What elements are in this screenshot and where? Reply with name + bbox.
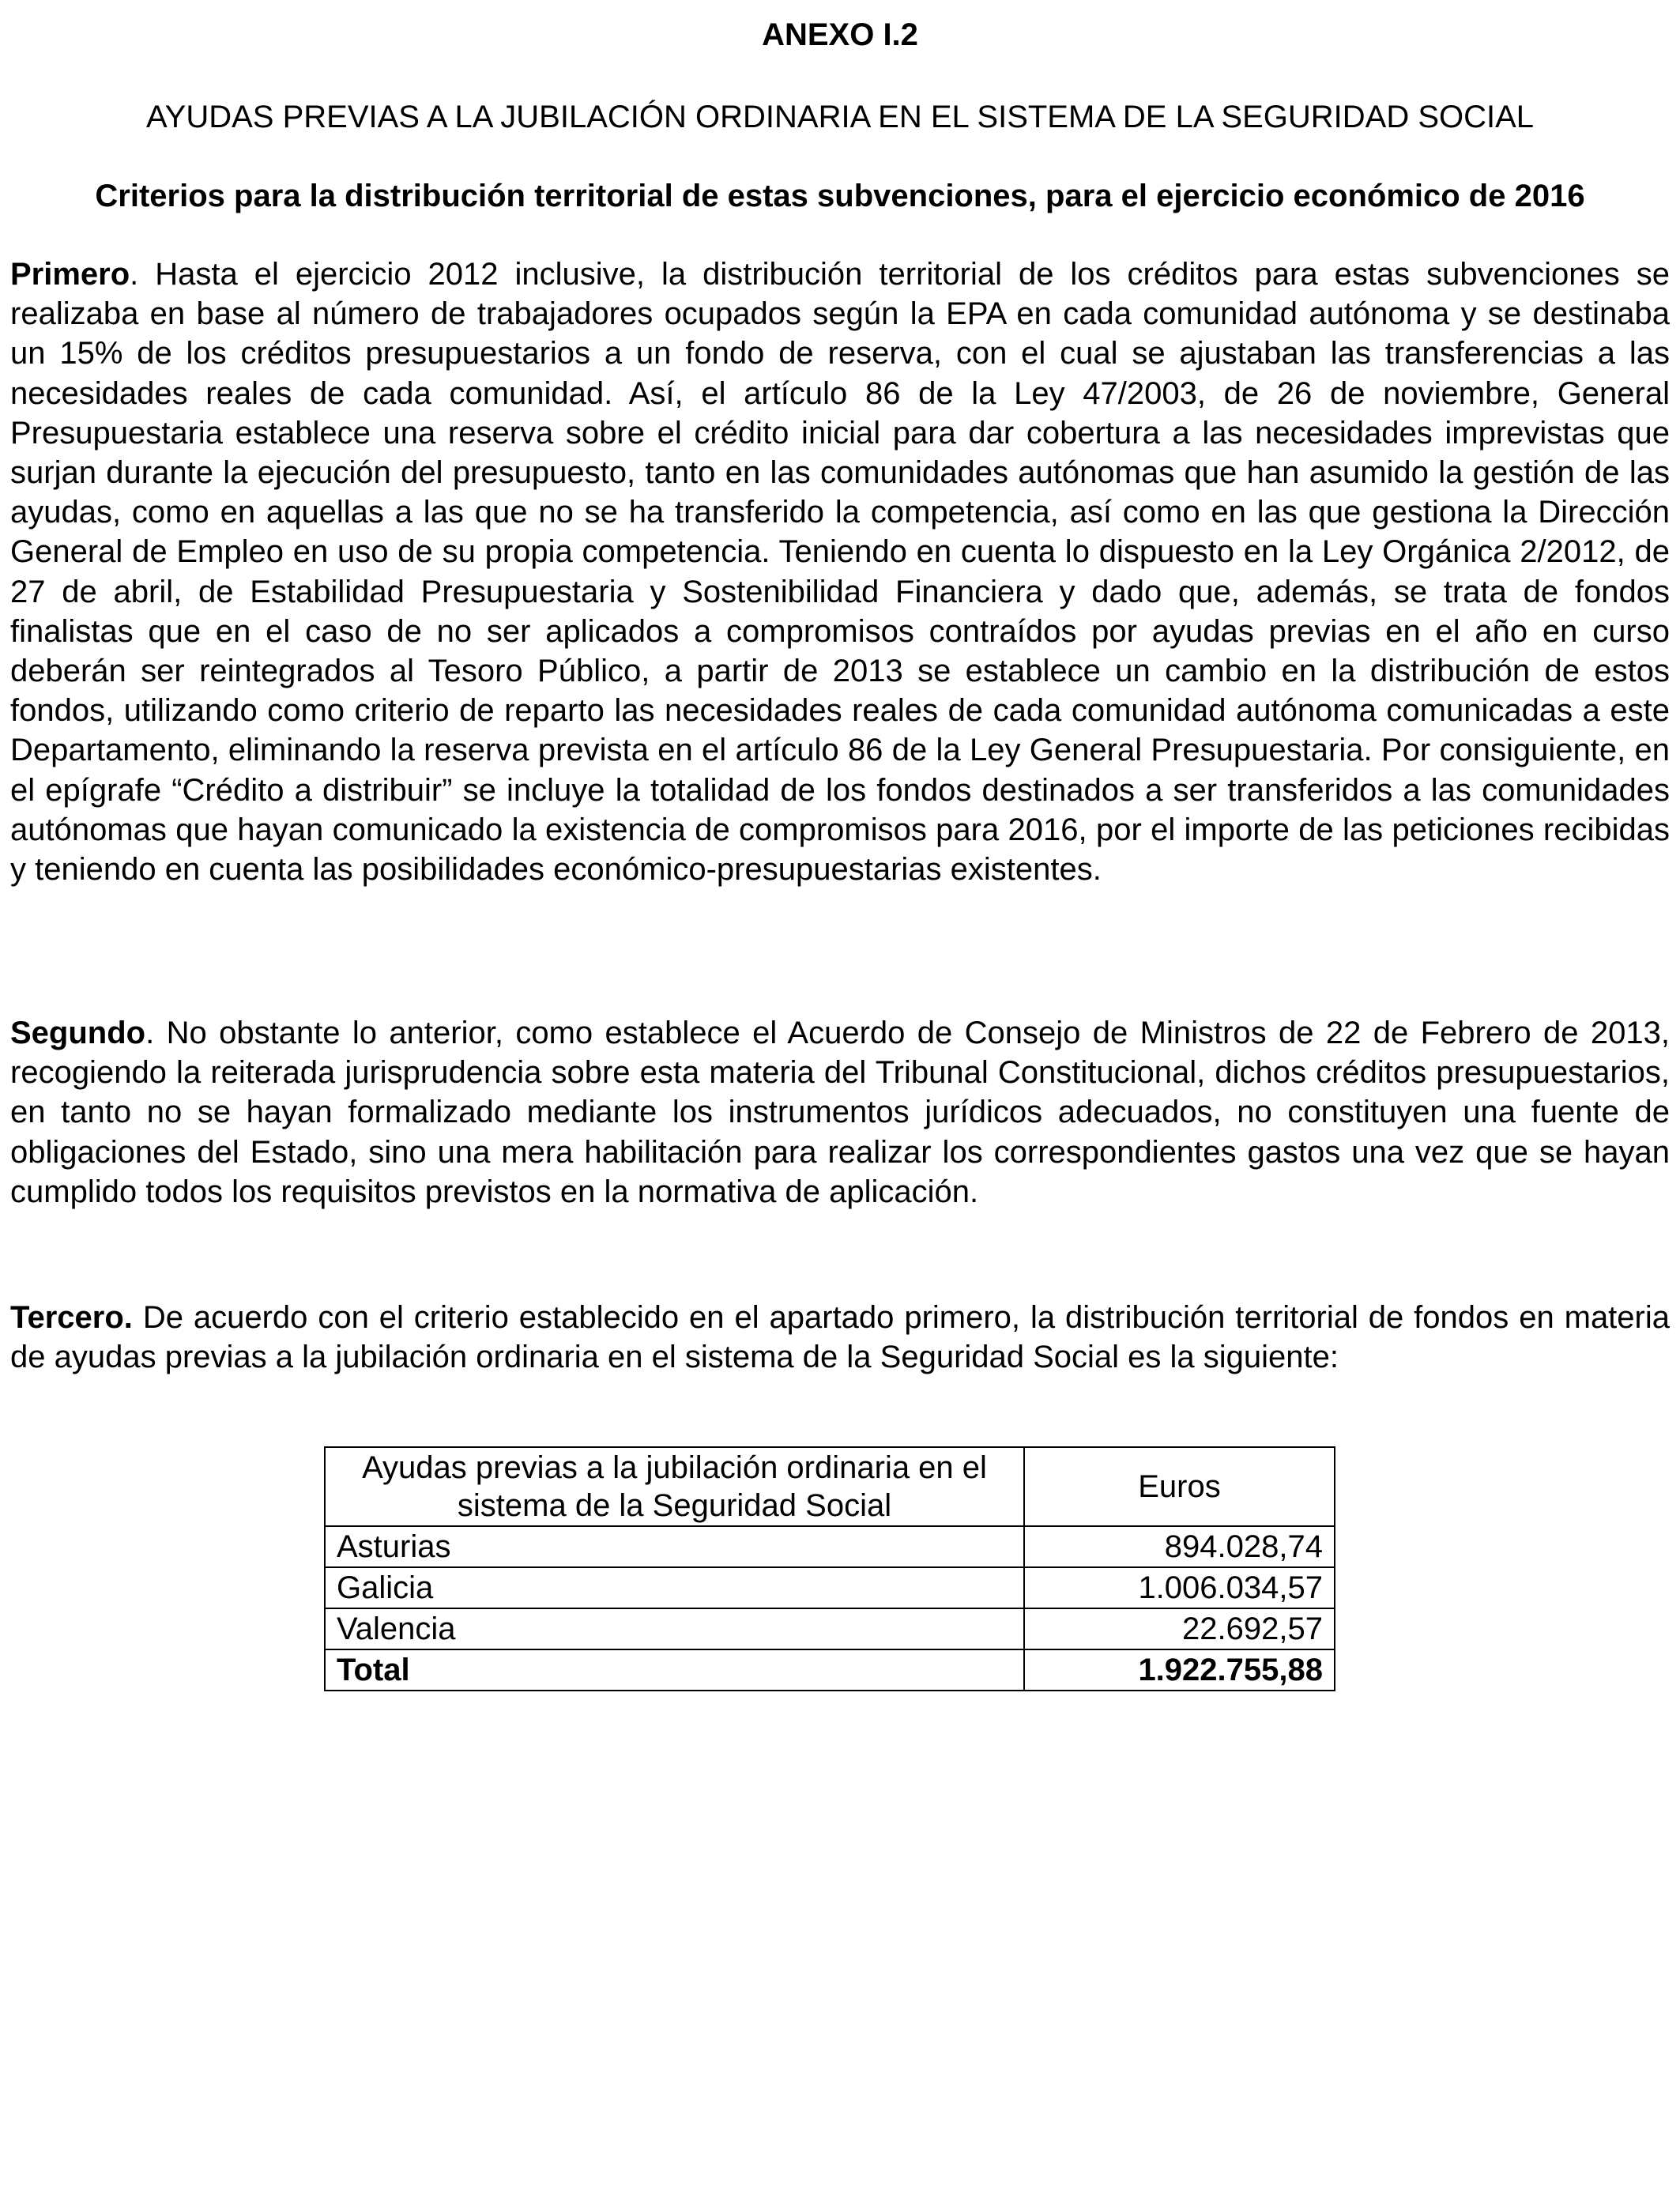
paragraph-segundo-label: Segundo — [10, 1016, 146, 1050]
paragraph-tercero-text: De acuerdo con el criterio establecido en el apartado primero, la distribución territorial de fondos en materia de ayudas previas a la jubilación ordinaria en el sistema de la Seguridad Social es la siguiente: — [10, 1300, 1670, 1375]
paragraph-primero — [10, 254, 1670, 889]
paragraph-segundo — [10, 1013, 1670, 1212]
document-heading: AYUDAS PREVIAS A LA JUBILACIÓN ORDINARIA EN EL SISTEMA DE LA SEGURIDAD SOCIAL — [145, 100, 1535, 134]
table-total-label: Total — [325, 1649, 1024, 1691]
table-row — [325, 1567, 1335, 1608]
table-cell-amount: 894.028,74 — [1024, 1526, 1335, 1567]
table-cell-region: Asturias — [325, 1526, 1024, 1567]
distribution-table — [324, 1446, 1335, 1691]
document-title: ANEXO I.2 — [762, 17, 918, 52]
table-row — [325, 1608, 1335, 1649]
paragraph-primero-label-punct: . — [130, 257, 139, 292]
table-header-row — [325, 1447, 1335, 1526]
paragraph-tercero — [10, 1298, 1670, 1377]
table-header-concept: Ayudas previas a la jubilación ordinaria en el sistema de la Seguridad Social — [325, 1447, 1024, 1526]
table-total-amount: 1.922.755,88 — [1024, 1649, 1335, 1691]
document-subheading: Criterios para la distribución territorial de estas subvenciones, para el ejercicio económico de 2016 — [95, 179, 1585, 213]
table-cell-region: Galicia — [325, 1567, 1024, 1608]
table-cell-amount: 1.006.034,57 — [1024, 1567, 1335, 1608]
paragraph-segundo-label-punct: . — [145, 1016, 155, 1050]
table-cell-amount: 22.692,57 — [1024, 1608, 1335, 1649]
table-total-row — [325, 1649, 1335, 1691]
table-header-euros: Euros — [1024, 1447, 1335, 1526]
table-cell-region: Valencia — [325, 1608, 1024, 1649]
table-row — [325, 1526, 1335, 1567]
paragraph-tercero-label: Tercero. — [10, 1300, 133, 1335]
paragraph-primero-label: Primero — [10, 257, 130, 292]
paragraph-segundo-text: No obstante lo anterior, como establece el Acuerdo de Consejo de Ministros de 22 de Febrero de 2013, recogiendo la reiterada jurisprudencia sobre esta materia del Tribunal Constitucional, dichos créditos presupuestarios, en tanto no se hayan formalizado mediante los instrumentos jurídicos adecuados, no constituyen una fuente de obligaciones del Estado, sino una mera habilitación para realizar los correspondientes gastos una vez que se hayan cumplido todos los requisitos previstos en la normativa de aplicación. — [10, 1016, 1670, 1209]
paragraph-primero-text: Hasta el ejercicio 2012 inclusive, la distribución territorial de los créditos para estas subvenciones se realizaba en base al número de trabajadores ocupados según la EPA en cada comunidad autónoma y se destinaba un 15% de los créditos presupuestarios a un fondo de reserva, con el cual se ajustaban las transferencias a las necesidades reales de cada comunidad. Así, el artículo 86 de la Ley 47/2003, de 26 de noviembre, General Presupuestaria establece una reserva sobre el crédito inicial para dar cobertura a las necesidades imprevistas que surjan durante la ejecución del presupuesto, tanto en las comunidades autónomas que han asumido la gestión de las ayudas, como en aquellas a las que no se ha transferido la competencia, así como en las que gestiona la Dirección General de Empleo en uso de su propia competencia. Teniendo en cuenta lo dispuesto en la Ley Orgánica 2/2012, de 27 de abril, de Estabilidad Presupuestaria y Sostenibilidad Financiera y dado que, además, se trata de fondos finalistas que en el caso de no ser aplicados a compromisos contraídos por ayudas previas en el año en curso deberán ser reintegrados al Tesoro Público, a partir de 2013 se establece un cambio en la distribución de estos fondos, utilizando como criterio de reparto las necesidades reales de cada comunidad autónoma comunicadas a este Departamento, eliminando la reserva prevista en el artículo 86 de la Ley General Presupuestaria. Por consiguiente, en el epígrafe “Crédito a distribuir” se incluye la totalidad de los fondos destinados a ser transferidos a las comunidades autónomas que hayan comunicado la existencia de compromisos para 2016, por el importe de las peticiones recibidas y teniendo en cuenta las posibilidades económico-presupuestarias existentes. — [10, 257, 1670, 888]
